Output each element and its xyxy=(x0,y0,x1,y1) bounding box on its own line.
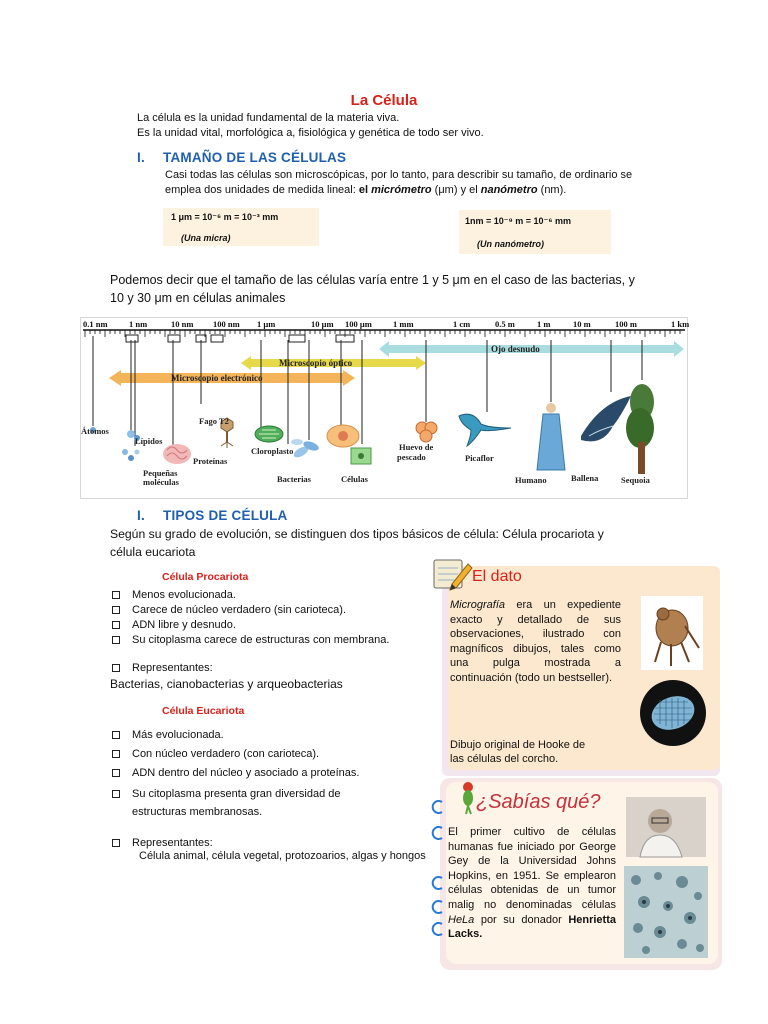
list-item-text: Más evolucionada. xyxy=(132,729,224,741)
size-text-part: (μm) y el xyxy=(431,184,481,196)
size-summary-line-2: 10 y 30 μm en células animales xyxy=(110,291,286,305)
section-number: I. xyxy=(137,150,145,165)
henrietta-lacks: Henrietta Lacks. xyxy=(448,913,616,941)
label-moleculas: moléculas xyxy=(143,477,179,487)
electron-range-label: Microscopio electrónico xyxy=(171,373,263,383)
page-title: La Célula xyxy=(350,92,418,109)
checkbox-bullet-icon xyxy=(112,621,120,629)
fish-egg-icon xyxy=(416,422,437,442)
scale-tick-label: 100 m xyxy=(615,319,637,329)
dato-caption-line-2: las células del corcho. xyxy=(450,753,559,765)
label-huevo-2: pescado xyxy=(397,452,426,462)
scale-tick-label: 1 km xyxy=(671,319,690,329)
nanometro-name: (Un nanómetro) xyxy=(477,239,544,249)
nanometro-formula: 1nm = 10⁻⁹ m = 10⁻⁶ mm xyxy=(465,216,571,226)
electron-range-arrow xyxy=(109,370,355,386)
size-text-line-2 xyxy=(165,183,675,198)
size-summary-line-1: Podemos decir que el tamaño de las células varía entre 1 y 5 μm en el caso de las bacterias, y xyxy=(110,273,635,287)
checkbox-bullet-icon xyxy=(112,750,120,758)
list-item xyxy=(110,747,440,761)
checkbox-bullet-icon xyxy=(112,606,120,614)
list-item xyxy=(110,618,430,632)
checkbox-bullet-icon xyxy=(112,839,120,847)
size-scale-svg xyxy=(81,318,690,498)
dato-title: El dato xyxy=(472,568,522,585)
scale-tick-labels xyxy=(83,319,689,329)
dato-text-rest: era un expediente exacto y detallado de sus observaciones, ilustrado con magníficos dibujos, tales como una pulga mostrada a continuación (todo un bestseller). xyxy=(450,599,621,684)
label-lipidos: Lípidos xyxy=(135,436,163,446)
chloroplast-icon xyxy=(255,426,283,442)
label-fago: Fago T2 xyxy=(199,416,229,426)
section-title: TAMAÑO DE LAS CÉLULAS xyxy=(163,150,347,165)
dato-caption-line-1: Dibujo original de Hooke de xyxy=(450,739,586,751)
micrometro-term: micrómetro xyxy=(371,184,432,196)
scale-tick-label: 1 cm xyxy=(453,319,471,329)
cork-cells-image xyxy=(640,680,706,746)
scale-tick-label: 100 nm xyxy=(213,319,240,329)
list-item-text: Carece de núcleo verdadero (sin carioteca). xyxy=(132,604,347,616)
hela-cells-photo xyxy=(624,866,708,958)
label-humano: Humano xyxy=(515,475,547,485)
sabias-text xyxy=(448,825,616,942)
types-text-line-1: Según su grado de evolución, se distinguen dos tipos básicos de célula: Célula procariota y xyxy=(110,527,604,541)
checkbox-bullet-icon xyxy=(112,731,120,739)
hummingbird-icon xyxy=(459,414,511,446)
intro-line-1: La célula es la unidad fundamental de la materia viva. xyxy=(137,112,400,124)
micra-formula-box xyxy=(163,208,319,246)
list-item-text: Su citoplasma presenta gran diversidad de xyxy=(132,788,341,800)
eucariota-title: Célula Eucariota xyxy=(162,705,245,717)
label-atomos: Átomos xyxy=(81,426,109,436)
sabias-title: ¿Sabías qué? xyxy=(476,791,601,813)
label-bacterias: Bacterias xyxy=(277,474,311,484)
scale-tick-label: 0.5 m xyxy=(495,319,515,329)
label-huevo-1: Huevo de xyxy=(399,442,434,452)
sabias-text-part: por su donador xyxy=(474,913,569,926)
sabias-text-part: El primer cultivo de células humanas fue iniciado por George Gey de la Universidad Johns Hopkins, en 1951. Se emplearon células obtenidas de un tumor malig no denominadas células xyxy=(448,826,616,911)
representantes-label: Representantes: xyxy=(132,837,213,849)
checkbox-bullet-icon xyxy=(112,664,120,672)
list-item xyxy=(110,836,440,850)
nanometro-formula-box xyxy=(459,210,611,254)
bacteria-icon xyxy=(291,439,320,459)
animal-cell-icon xyxy=(327,425,359,447)
spiral-binding xyxy=(426,792,450,942)
list-item-text: Con núcleo verdadero (con carioteca). xyxy=(132,748,320,760)
size-summary xyxy=(110,271,680,307)
human-icon xyxy=(537,403,565,470)
label-proteinas: Proteínas xyxy=(193,456,228,466)
scale-tick-label: 1 mm xyxy=(393,319,414,329)
label-pequenas: Pequeñas xyxy=(143,468,178,478)
eucariota-representantes: Célula animal, célula vegetal, protozoarios, algas y hongos xyxy=(139,850,426,862)
nanometro-term: nanómetro xyxy=(480,184,538,196)
list-item xyxy=(110,661,430,675)
checkbox-bullet-icon xyxy=(112,636,120,644)
flea-image xyxy=(641,596,703,670)
label-picaflor: Picaflor xyxy=(465,453,494,463)
scale-tick-label: 10 m xyxy=(573,319,591,329)
checkbox-bullet-icon xyxy=(112,769,120,777)
list-item xyxy=(110,766,440,780)
procariota-representantes: Bacterias, cianobacterias y arqueobacterias xyxy=(110,677,343,691)
scale-tick-label: 1 μm xyxy=(257,319,276,329)
procariota-title: Célula Procariota xyxy=(162,571,249,583)
list-item xyxy=(110,633,430,647)
scale-tick-label: 10 μm xyxy=(311,319,334,329)
dato-text xyxy=(450,598,621,686)
notepad-pencil-icon xyxy=(430,556,474,592)
section-types-heading xyxy=(137,508,288,523)
scientist-photo xyxy=(626,797,706,857)
intro-line-2: Es la unidad vital, morfológica a, fisiológica y genética de todo ser vivo. xyxy=(137,127,484,139)
list-item-text: ADN dentro del núcleo y asociado a proteínas. xyxy=(132,767,360,779)
types-text xyxy=(110,525,670,561)
list-item xyxy=(110,785,440,821)
size-text-part: emplea dos unidades de medida lineal: xyxy=(165,184,359,196)
list-item xyxy=(110,603,430,617)
section-number: I. xyxy=(137,508,145,523)
scale-tick-label: 0.1 nm xyxy=(83,319,108,329)
scale-minor-ticks xyxy=(85,330,680,337)
list-item-text: estructuras membranosas. xyxy=(132,806,263,818)
scale-tick-label: 10 nm xyxy=(171,319,194,329)
hela-term: HeLa xyxy=(448,913,475,926)
list-item-text: Su citoplasma carece de estructuras con membrana. xyxy=(132,634,390,646)
list-item-text: Menos evolucionada. xyxy=(132,589,236,601)
size-scale-diagram xyxy=(80,317,688,499)
intro-text xyxy=(137,111,484,141)
checkbox-bullet-icon xyxy=(112,591,120,599)
small-molecules-icon xyxy=(122,449,140,461)
scale-brackets xyxy=(126,335,354,342)
whale-icon xyxy=(581,396,631,441)
section-size-heading xyxy=(137,150,346,165)
parrot-icon xyxy=(458,780,478,814)
plant-cell-icon xyxy=(351,448,371,464)
label-cloroplasto: Cloroplasto xyxy=(251,446,294,456)
protein-icon xyxy=(163,444,191,464)
size-text-part: (nm). xyxy=(537,184,567,196)
representantes-label: Representantes: xyxy=(132,662,213,674)
label-ballena: Ballena xyxy=(571,473,599,483)
label-celulas: Células xyxy=(341,474,368,484)
size-text-line-1: Casi todas las células son microscópicas, por lo tanto, para describir su tamaño, de ordinario se xyxy=(165,169,633,181)
dato-caption xyxy=(450,738,585,766)
scale-tick-label: 1 nm xyxy=(129,319,148,329)
list-item-text: ADN libre y desnudo. xyxy=(132,619,236,631)
checkbox-bullet-icon xyxy=(112,790,120,798)
eucariota-list xyxy=(110,728,440,850)
procariota-list xyxy=(110,588,430,675)
scale-tick-label: 1 m xyxy=(537,319,551,329)
micra-formula: 1 μm = 10⁻⁶ m = 10⁻³ mm xyxy=(171,212,279,222)
micra-name: (Una micra) xyxy=(181,233,231,243)
micrografia-term: Micrografía xyxy=(450,599,506,611)
scale-tick-label: 100 μm xyxy=(345,319,372,329)
optical-range-arrow xyxy=(241,356,426,370)
list-item xyxy=(110,588,430,602)
size-text-bold: el xyxy=(358,184,372,196)
section-title: TIPOS DE CÉLULA xyxy=(163,508,288,523)
eye-range-label: Ojo desnudo xyxy=(491,344,540,354)
optical-range-label: Microscopio óptico xyxy=(279,358,353,368)
label-sequoia: Sequoia xyxy=(621,475,650,485)
types-text-line-2: célula eucariota xyxy=(110,545,196,559)
eye-range-arrow xyxy=(379,341,684,357)
section-size-text xyxy=(165,168,675,198)
list-item xyxy=(110,728,440,742)
